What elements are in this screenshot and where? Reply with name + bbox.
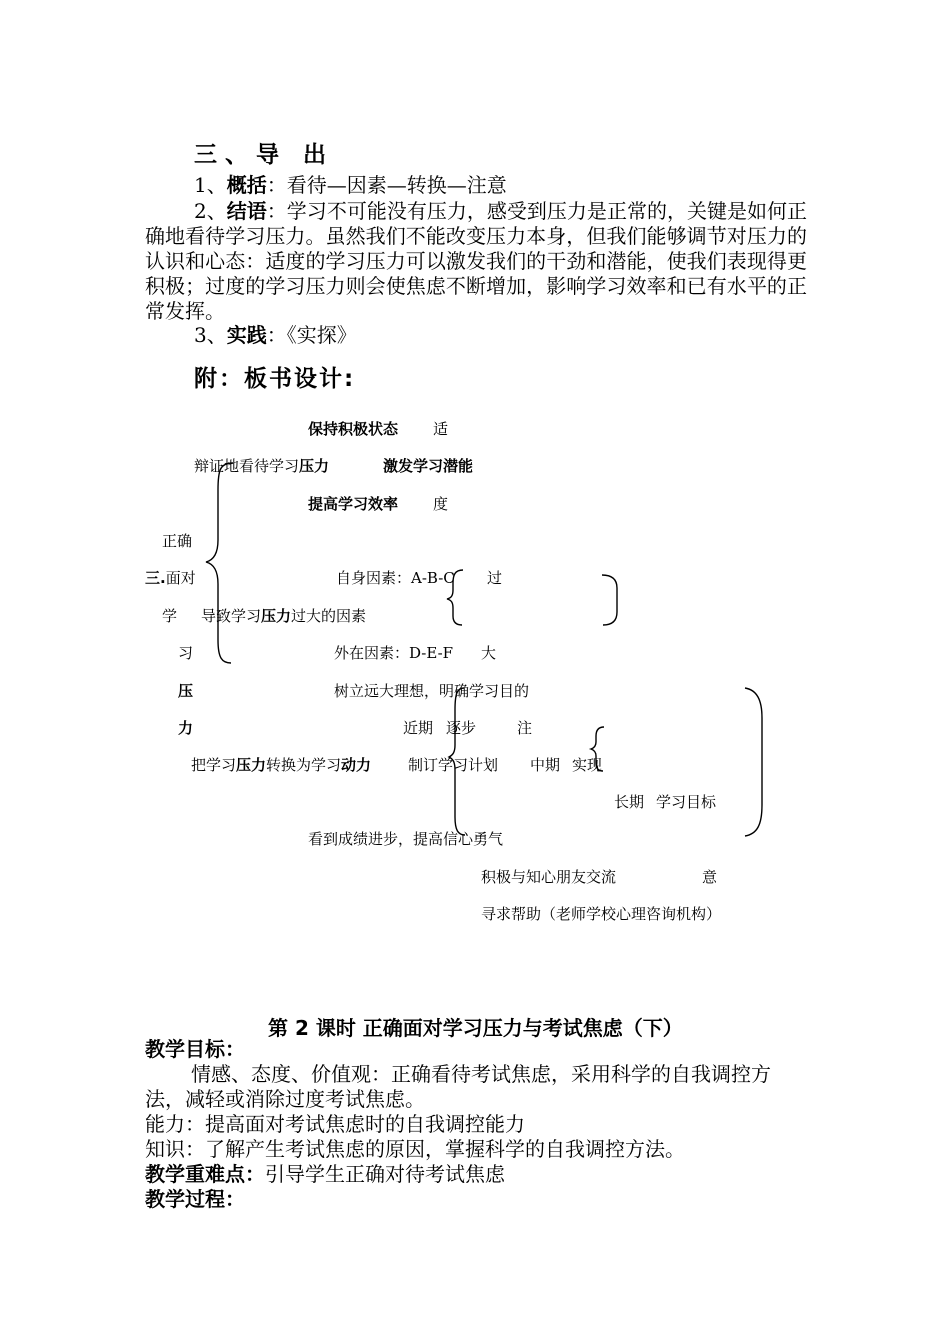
- dialectical-view: [194, 455, 329, 476]
- goal-ability: 能力：提高面对考试焦虑时的自我调控能力: [145, 1112, 525, 1136]
- lesson-title: 第 2 课时 正确面对学习压力与考试焦虑（下）: [268, 1016, 683, 1040]
- item-number: 2、: [194, 199, 227, 223]
- char-da: 大: [481, 644, 497, 662]
- char-xue: 学: [162, 607, 178, 625]
- near-term: 近期: [403, 719, 434, 737]
- goal-emotion: 情感、态度、价值观：正确看待考试焦虑，采用科学的自我调控方法，减轻或消除过度考试焦虑。: [145, 1062, 771, 1111]
- text-segment: 转换为学习: [266, 756, 342, 774]
- item-text: 学习不可能没有压力，感受到压力是正常的，关键是如何正确地看待学习压力。虽然我们不能改变压力本身，但我们能够调节对压力的认识和心态：适度的学习压力可以激发我们的干劲和潜能，使我们表现得更积极；过度的学习压力则会使焦虑不断增加，影响学习效率和已有水平的正常发挥。: [145, 199, 808, 323]
- study-goal: 学习目标: [656, 793, 717, 811]
- text-segment-bold: 压力: [299, 457, 330, 475]
- text-segment-bold: 压力: [261, 607, 292, 625]
- item-label: 实践: [226, 323, 267, 347]
- see-progress: 看到成绩进步，提高信心勇气: [308, 830, 504, 848]
- section-heading: 三、导 出: [194, 142, 335, 168]
- key-points-line: [145, 1162, 505, 1187]
- item-number: 1、: [194, 173, 227, 197]
- set-ideal: 树立远大理想，明确学习目的: [334, 682, 530, 700]
- char-du: 度: [433, 495, 449, 513]
- item-label: 结语: [226, 199, 267, 223]
- cause-right-bracket: [602, 575, 617, 625]
- text-segment: 把学习: [191, 756, 237, 774]
- external-factors: 外在因素：D-E-F: [334, 644, 454, 662]
- appendix-heading: 附：板书设计:: [194, 366, 356, 392]
- key-text: 引导学生正确对待考试焦虑: [265, 1162, 505, 1186]
- item-number: 3、: [194, 323, 227, 347]
- goal-right-bracket: [745, 688, 762, 836]
- text-segment: 过大的因素: [291, 607, 367, 625]
- char-guo: 过: [487, 569, 503, 587]
- mid-term: 中期: [530, 756, 561, 774]
- text-segment-bold: 三.: [145, 569, 166, 587]
- achieve: 实现: [572, 756, 603, 774]
- goal-knowledge: 知识：了解产生考试焦虑的原因，掌握科学的自我调控方法。: [145, 1137, 685, 1161]
- make-plan: 制订学习计划: [408, 756, 499, 774]
- text-segment: 辩证地看待学习: [194, 457, 300, 475]
- char-zhu: 注: [517, 719, 533, 737]
- text-segment: 面对: [165, 569, 196, 587]
- char-yi: 意: [702, 868, 718, 886]
- char-shi: 适: [433, 420, 449, 438]
- item-colon: ：: [266, 199, 287, 223]
- text-segment-bold: 动力: [341, 756, 372, 774]
- improve-efficiency: 提高学习效率: [308, 495, 399, 513]
- zhengque-label: 正确: [162, 532, 193, 550]
- goals-label: 教学目标：: [145, 1037, 245, 1061]
- process-label: 教学过程：: [145, 1187, 245, 1211]
- char-xi: 习: [178, 644, 194, 662]
- step-by-step: 逐步: [446, 719, 477, 737]
- causes-line: [201, 605, 366, 626]
- keep-positive: 保持积极状态: [308, 420, 399, 438]
- item-colon: ：: [266, 323, 287, 347]
- item-text: 看待—因素—转换—注意: [286, 173, 507, 197]
- internal-factors: 自身因素：A-B-C: [336, 569, 455, 587]
- talk-friends: 积极与知心朋友交流: [481, 868, 617, 886]
- left-brace: [206, 463, 233, 663]
- text-segment: 导致学习: [201, 607, 262, 625]
- char-ya: 压: [178, 682, 194, 700]
- seek-help: 寻求帮助（老师学校心理咨询机构）: [481, 905, 722, 923]
- convert-line: [191, 754, 371, 775]
- stimulate-potential: 激发学习潜能: [383, 457, 474, 475]
- long-term: 长期: [614, 793, 645, 811]
- text-segment-bold: 压力: [236, 756, 267, 774]
- key-label: 教学重难点：: [145, 1162, 265, 1186]
- item-text: 《实探》: [286, 323, 357, 347]
- char-li: 力: [178, 719, 194, 737]
- item-colon: ：: [266, 173, 287, 197]
- san-miandui: [145, 567, 196, 588]
- item-label: 概括: [226, 173, 267, 197]
